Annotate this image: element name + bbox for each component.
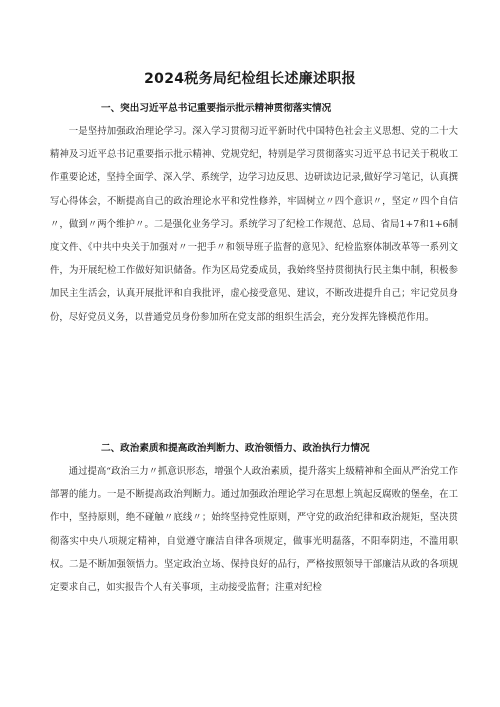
- section-heading-2: 二、政治素质和提高政治判断力、政治领悟力、政治执行力情况: [101, 443, 370, 454]
- section-paragraph-2: 通过提高“政治三力〃抓意识形态，增强个人政治素质，提升落实上级精神和全面从严治党工作部署的能力。一是不断提高政治判断力。通过加强政治理论学习在思想上筑起反腐败的堡垒，在工作中，坚持原则，绝不碰触〃底线〃；始终坚持党性原则，严守党的政治纪律和政治规矩，坚决贯彻落实中央八项规定精神，自觉遵守廉洁自律各项规定，做事光明磊落，不阳奉阴违，不滥用职权。二是不断加强领悟力。坚定政治立场、保持良好的品行，严格按照领导干部廉洁从政的各项规定要求自己，如实报告个人有关事项，主动接受监督；注重对纪检: [50, 466, 458, 594]
- section-paragraph-1: 一是坚持加强政治理论学习。深入学习贯彻习近平新时代中国特色社会主义思想、党的二十大精神及习近平总书记重要指示批示精神、党规党纪，特别是学习贯彻落实习近平总书记关于税收工作重要论述，坚持全面学、深入学、系统学，边学习边反思、边研读边记录,做好学习笔记，认真撰写心得体会，不断提高自己的政治理论水平和党性修养，牢固树立〃四个意识〃，坚定〃四个自信〃，做到〃两个维护〃。二是强化业务学习。系统学习了纪检工作规范、总局、省局1+7和1+6制度文件、《中共中央关于加强对〃一把手〃和领导班子监督的意见》、纪检监察体制改革等一系列文件，为开展纪检工作做好知识储备。作为区局党委成员，我始终坚持贯彻执行民主集中制，积极参加民主生活会，认真开展批评和自我批评，虚心接受意见、建议，不断改进提升自己；牢记党员身份，尽好党员义务，以普通党员身份参加所在党支部的组织生活会，充分发挥先锋模范作用。: [50, 126, 458, 323]
- document-title: 2024税务局纪检组长述廉述职报: [144, 71, 356, 87]
- section-heading-1: 一、突出习近平总书记重要指示批示精神贯彻落实情况: [101, 103, 332, 114]
